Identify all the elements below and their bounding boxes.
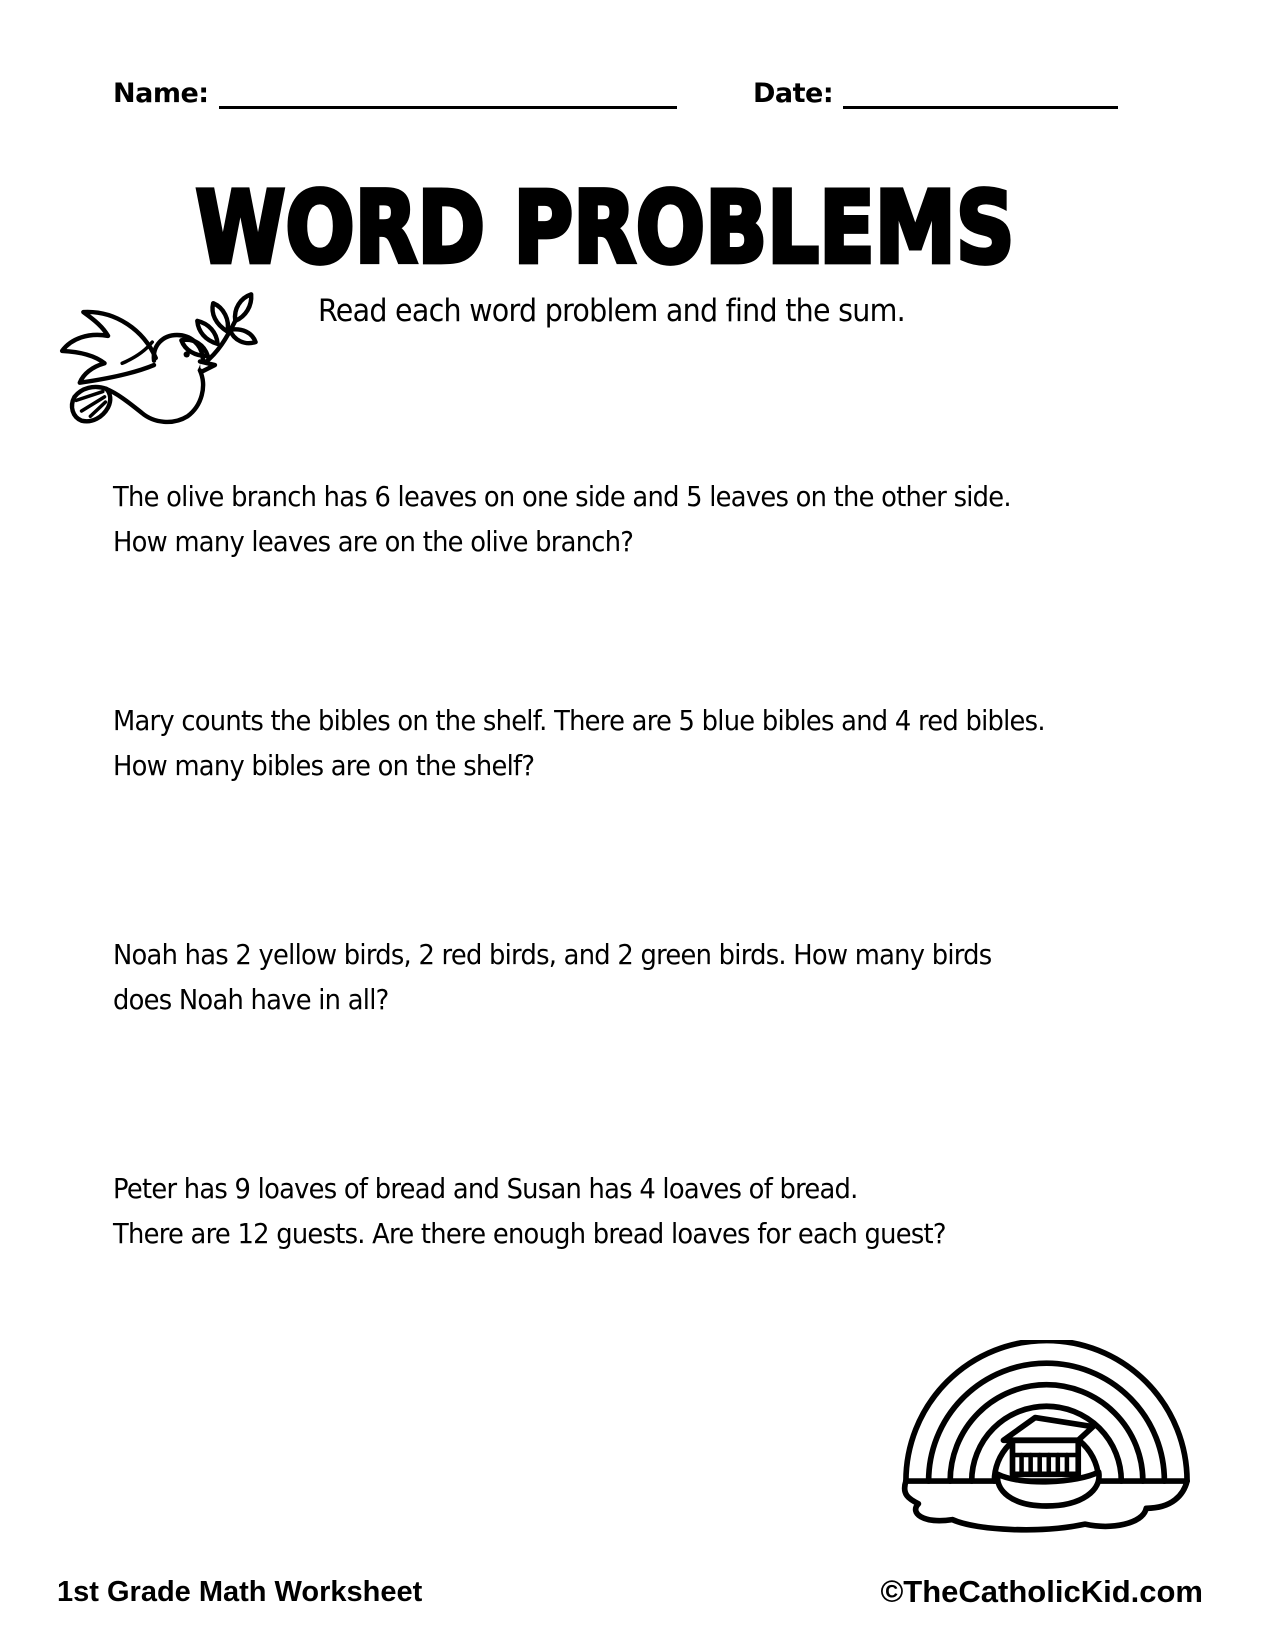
worksheet-grade-label: 1st Grade Math Worksheet bbox=[57, 1576, 423, 1608]
ark-roof bbox=[1003, 1418, 1093, 1441]
dove-body bbox=[106, 370, 203, 422]
name-field-row bbox=[113, 78, 677, 109]
word-problem-4-line-2: There are 12 guests. Are there enough bread loaves for each guest? bbox=[113, 1217, 946, 1250]
word-problem-2 bbox=[113, 698, 1045, 788]
copyright-credit: ©TheCatholicKid.com bbox=[880, 1574, 1203, 1609]
word-problem-1-line-1: The olive branch has 6 leaves on one side and 5 leaves on the other side. bbox=[113, 480, 1011, 513]
name-label: Name: bbox=[113, 78, 209, 109]
date-field-row bbox=[753, 78, 1118, 109]
word-problem-1-line-2: How many leaves are on the olive branch? bbox=[113, 525, 634, 558]
dove-eye bbox=[184, 351, 190, 357]
dove-olive-branch-icon bbox=[48, 270, 260, 438]
olive-leaf bbox=[230, 329, 256, 343]
date-label: Date: bbox=[753, 78, 834, 109]
olive-leaf bbox=[213, 303, 228, 331]
page-title: WORD PROBLEMS bbox=[195, 169, 1015, 286]
olive-leaf bbox=[235, 294, 251, 321]
name-blank-line bbox=[219, 79, 677, 109]
word-problem-4 bbox=[113, 1166, 946, 1256]
word-problem-3-line-2: does Noah have in all? bbox=[113, 983, 389, 1016]
noahs-ark-rainbow-icon bbox=[898, 1340, 1195, 1536]
word-problem-3-line-1: Noah has 2 yellow birds, 2 red birds, and 2 green birds. How many birds bbox=[113, 938, 992, 971]
instructions-text: Read each word problem and find the sum. bbox=[318, 293, 905, 329]
dove-wing bbox=[62, 312, 156, 383]
olive-leaf bbox=[197, 321, 217, 344]
dove-wing-feather-line bbox=[122, 342, 152, 363]
word-problem-1 bbox=[113, 474, 1011, 564]
word-problem-4-line-1: Peter has 9 loaves of bread and Susan has 4 loaves of bread. bbox=[113, 1172, 858, 1205]
word-problem-2-line-1: Mary counts the bibles on the shelf. There are 5 blue bibles and 4 red bibles. bbox=[113, 704, 1045, 737]
word-problem-3 bbox=[113, 932, 991, 1022]
word-problem-2-line-2: How many bibles are on the shelf? bbox=[113, 749, 535, 782]
date-blank-line bbox=[843, 79, 1118, 109]
